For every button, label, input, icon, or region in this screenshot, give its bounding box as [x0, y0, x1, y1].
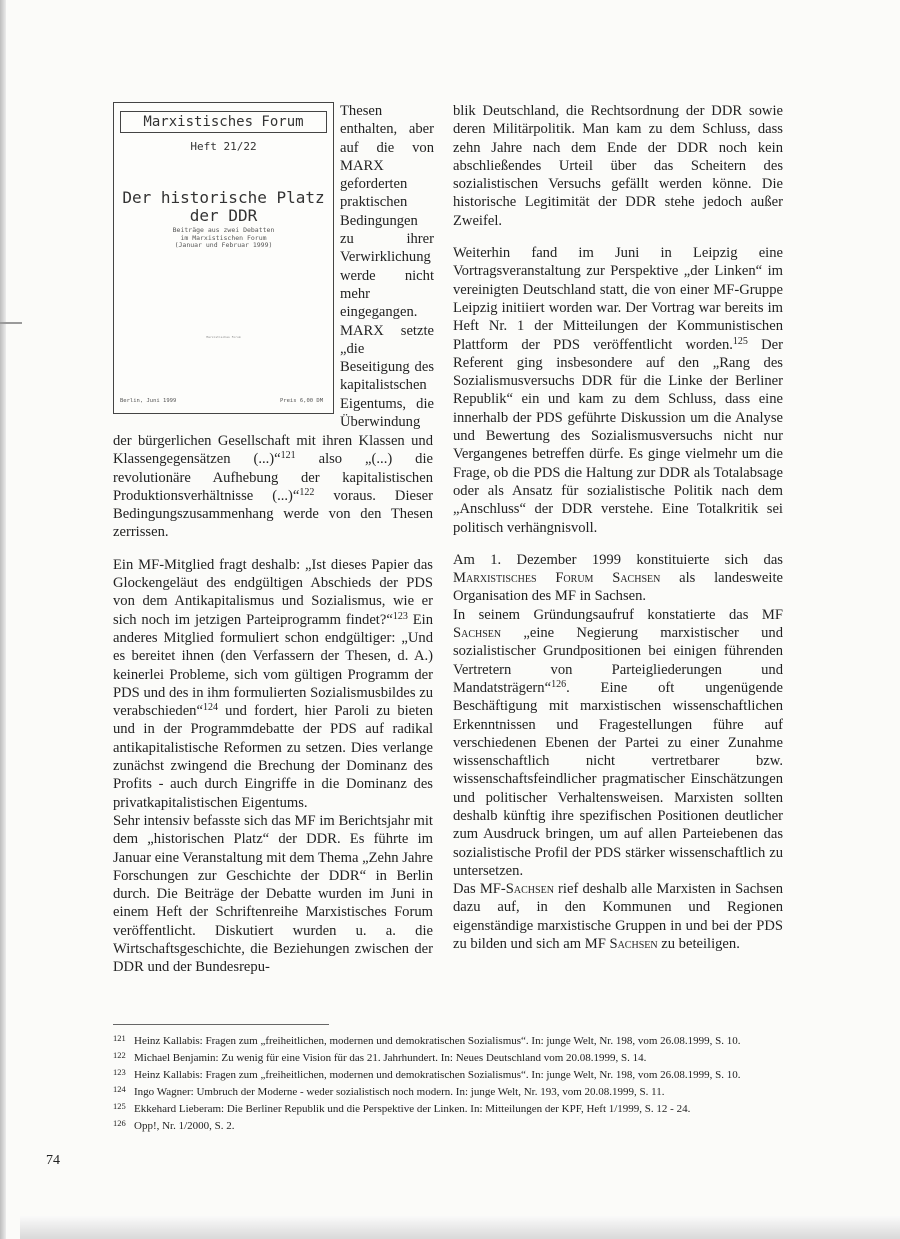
- scan-edge-bottom: [20, 1216, 900, 1239]
- footnote: [113, 1051, 803, 1065]
- paragraph: blik Deutschland, die Rechtsordnung der DDR sowie deren Militärpolitik. Man kam zu dem Schluss, dass zehn Jahre nach dem Ende der DDR noch kein abschließendes Urteil über das Scheitern des sozialistischen Versuchs gefällt werden könne. Die historische Legitimität der DDR stehe jedoch außer Zweifel.: [453, 103, 783, 229]
- footnote-ref: 125: [732, 335, 748, 347]
- footnote-number: 125: [113, 1101, 126, 1111]
- footnote-ref: 126: [551, 678, 567, 690]
- footnote-number: 121: [113, 1033, 126, 1043]
- footnote-text: Heinz Kallabis: Fragen zum „freiheitlichen, modernen und demokratischen Sozialismus“. In: junge Welt, Nr. 198, vom 26.08.1999, S. 10.: [134, 1069, 741, 1081]
- paragraph: der bürgerlichen Gesellschaft mit ihren Klassen und Klassengegensätzen (...)“$^{121}$ also „(...) die revolutionäre Aufhebung der kapitalistischen Produktionsverhältnisse (...)“$^{122}$ voraus. Dieser Bedingungszusammenhang werde von den Thesen zerrissen.: [113, 433, 433, 541]
- footnote: [113, 1102, 803, 1116]
- cover-sub-line3: (Januar und Februar 1999): [174, 241, 273, 249]
- cover-mid-label: Marxistisches Forum: [206, 335, 241, 339]
- footnote-text: Opp!, Nr. 1/2000, S. 2.: [134, 1120, 235, 1132]
- cover-sub-line1: Beiträge aus zwei Debatten: [172, 226, 275, 234]
- right-column: [453, 102, 783, 953]
- cover-issue: Heft 21/22: [190, 140, 257, 153]
- left-column: [113, 432, 433, 977]
- footnote-number: 124: [113, 1084, 126, 1094]
- scan-mark: [0, 322, 22, 324]
- book-cover-image: [113, 102, 334, 414]
- footnote-ref: 124: [202, 702, 218, 714]
- paragraph: In seinem Gründungsaufruf konstatierte das MF Sachsen „eine Negierung marxistischer und sozialistischer Grundpositionen bei einigen führenden Vertretern von Parteigliederungen und Mandatsträgern“$^{126}$. Eine oft ungenügende Beschäftigung mit marxistischen wissenschaftlichen Erkenntnissen und Fragestellungen führe auf verschiedenen Ebenen der Partei zu einer Zunahme wissenschaftlich nicht vertretbarer bzw. wissenschaftsfeindlicher pragmatischer Einschätzungen und politischer Verhaltensweisen. Marxisten sollten deshalb künftig ihre spezifischen Positionen deutlicher zum Ausdruck bringen, um auf allen Parteiebenen das sozialistische Profil der PDS stärker wissenschaftlich zu untersetzen.: [453, 606, 783, 879]
- footnote-ref: 123: [392, 610, 408, 622]
- footnote-ref: 122: [299, 486, 315, 498]
- cover-price: Preis 6,00 DM: [279, 398, 323, 404]
- footnote-text: Ingo Wagner: Umbruch der Moderne - weder sozialistisch noch modern. In: junge Welt, Nr. 193, vom 20.08.1999, S. 11.: [134, 1086, 665, 1098]
- footnote-number: 126: [113, 1118, 126, 1128]
- paragraph: Das MF-Sachsen rief deshalb alle Marxisten in Sachsen dazu auf, in den Kommunen und Regionen eigenständige marxistische Gruppen in und bei der PDS zu bilden und sich am MF Sachsen zu beteiligen.: [453, 881, 784, 953]
- footnotes: [113, 1034, 803, 1136]
- page-number: 74: [46, 1153, 60, 1168]
- scan-edge-left: [0, 0, 6, 1239]
- cover-place-date: Berlin, Juni 1999: [120, 398, 177, 404]
- left-column-narrow: [340, 102, 434, 431]
- footnote-number: 122: [113, 1050, 126, 1060]
- cover-sub-line2: im Marxistischen Forum: [180, 233, 267, 242]
- cover-subtitle: [114, 227, 333, 250]
- cover-title: [114, 189, 333, 225]
- footnote: [113, 1085, 803, 1099]
- footnote-number: 123: [113, 1067, 126, 1077]
- footnote: [113, 1068, 803, 1082]
- paragraph: Weiterhin fand im Juni in Leipzig eine Vortragsveranstaltung zur Perspektive „der Linken“ im vereinigten Deutschland statt, die von einer MF-Gruppe Leipzig initiiert worden war. Der Vortrag war bereits im Heft Nr. 1 der Mitteilungen der Kommunistischen Plattform der PDS veröffentlicht worden.$^{125}$ Der Referent ging insbesondere auf den „Rang des Sozialismusversuchs DDR für die Linke der Berliner Republik“ ein und kam zu dem Schluss, dass eine innerhalb der PDS geführte Diskussion um die Analyse und Bewertung des Sozialismusversuchs nicht nur Vergangenes betreffen dürfe. Es ginge vielmehr um die Frage, ob die PDS die Haltung zur DDR als Totalabsage oder als Ansatz für sozialistische Politik nach dem „Anschluss“ der DDR verstehe. Eine Totalkritik sei politisch verhängnisvoll.: [453, 245, 783, 536]
- paragraph: Ein MF-Mitglied fragt deshalb: „Ist dieses Papier das Glockengeläut des endgültigen Abschieds der PDS von dem Antikapitalismus und Sozialismus, wie er sich noch im jetzigen Parteiprogramm findet?“$^{123}$ Ein anderes Mitglied formuliert schon endgültiger: „Und es bereitet ihnen (den Verfassern der Thesen, d. A.) keinerlei Probleme, sich vom gültigen Programm der PDS und des in ihm formulierten Sozialismusbildes zu verabschieden“$^{124}$ und fordert, hier Paroli zu bieten und in der Programmdebatte der PDS auf radikal antikapitalistische Reformen zu setzen. Dies verlange zunächst zwingend die Brechung der Dominanz des Profits - auch durch Eingriffe in die Dominanz des privatkapitalistischen Eigentums.: [113, 556, 433, 811]
- footnote-ref: 121: [280, 450, 296, 462]
- cover-title-line1: Der historische Platz: [122, 188, 325, 207]
- footnote-separator: [113, 1024, 329, 1025]
- footnote: [113, 1034, 803, 1048]
- cover-title-line2: der DDR: [189, 206, 258, 225]
- footnote-text: Ekkehard Lieberam: Die Berliner Republik und die Perspektive der Linken. In: Mitteilungen der KPF, Heft 1/1999, S. 12 - 24.: [134, 1103, 691, 1115]
- footnote-text: Heinz Kallabis: Fragen zum „freiheitlichen, modernen und demokratischen Sozialismus“. In: junge Welt, Nr. 198, vom 26.08.1999, S. 10.: [134, 1035, 741, 1047]
- cover-series-title: Marxistisches Forum: [120, 111, 327, 133]
- footnote-text: Michael Benjamin: Zu wenig für eine Vision für das 21. Jahrhundert. In: Neues Deutschland vom 20.08.1999, S. 14.: [134, 1052, 647, 1064]
- paragraph: Thesen enthalten, aber auf die von MARX geforderten praktischen Bedingungen zu ihrer Verwirklichung werde nicht mehr eingegangen. MARX setzte „die Beseitigung des kapitalistschen Eigentums, die Überwindung: [340, 103, 434, 431]
- paragraph: Sehr intensiv befasste sich das MF im Berichtsjahr mit dem „historischen Platz“ der DDR. Es führte im Januar eine Veranstaltung mit dem Thema „Zehn Jahre Forschungen zur Geschichte der DDR“ in Berlin durch. Die Beiträge der Debatte wurden im Juni in einem Heft der Schriftenreihe Marxistisches Forum veröffentlicht. Diskutiert wurden u. a. die Wirtschaftsgeschichte, die Beziehungen zwischen der DDR und der Bundesrepu-: [113, 812, 434, 976]
- footnote: [113, 1119, 803, 1133]
- paragraph: Am 1. Dezember 1999 konstituierte sich das Marxistisches Forum Sachsen als landesweite Organisation des MF in Sachsen.: [453, 551, 783, 605]
